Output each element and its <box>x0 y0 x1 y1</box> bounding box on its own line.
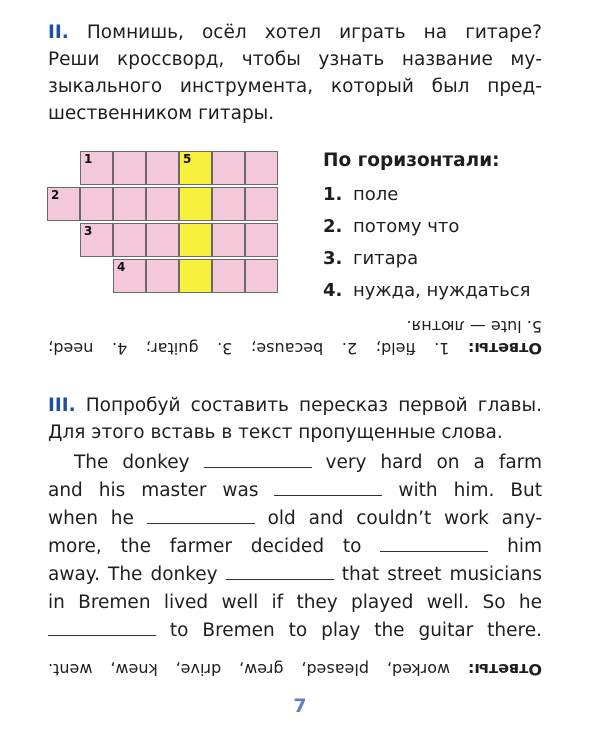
crossword-cell[interactable] <box>146 151 179 185</box>
crossword-cell-number: 3 <box>84 224 93 238</box>
answers-label: Ответы: <box>468 339 542 358</box>
crossword-cell[interactable] <box>245 187 278 221</box>
clue-2: 2. потому что <box>323 216 460 237</box>
crossword-cell[interactable] <box>179 223 212 257</box>
blank-4[interactable] <box>380 537 488 552</box>
exercise-2-line-4: шественником гитары. <box>48 103 275 124</box>
blank-1[interactable] <box>204 453 312 468</box>
crossword-cell[interactable] <box>113 259 146 293</box>
clue-4: 4. нужда, нуждаться <box>323 280 531 301</box>
clue-1: 1. поле <box>323 184 399 205</box>
crossword-cell-number: 4 <box>117 260 126 274</box>
exercise-3-line-2: Для этого вставь в текст пропущенные слова. <box>48 422 503 443</box>
story-line-5: away. The donkey that street musicians <box>48 564 542 585</box>
story-line-7: to Bremen to play the guitar there. <box>48 617 542 645</box>
story-answers: Ответы: worked, pleased, grew, drive, knew, went. <box>48 660 542 679</box>
exercise-2-line-1: II. Помнишь, осёл хотел играть на гитаре? <box>48 22 542 43</box>
story-line-4: more, the farmer decided to him <box>48 536 542 557</box>
crossword-answers-line-1: Ответы: 1. field; 2. because; 3. guitar; 4. need; <box>48 339 542 358</box>
story-line-6: in Bremen lived well if they played well. So he <box>48 592 542 613</box>
crossword-grid <box>47 151 292 295</box>
crossword-cell[interactable] <box>179 187 212 221</box>
exercise-2-number: II. <box>48 22 69 43</box>
crossword-cell[interactable] <box>113 187 146 221</box>
story-line-3: when he old and couldn’t work any- <box>48 508 543 529</box>
crossword-cell[interactable] <box>245 151 278 185</box>
exercise-2-line-3: зыкального инструмента, который был пред- <box>48 76 542 97</box>
blank-2[interactable] <box>274 481 382 496</box>
crossword-cell[interactable] <box>179 151 212 185</box>
crossword-cell[interactable] <box>146 187 179 221</box>
clues-panel <box>323 148 553 308</box>
crossword-cell[interactable] <box>179 259 212 293</box>
crossword-cell[interactable] <box>146 259 179 293</box>
crossword-cell[interactable] <box>212 223 245 257</box>
crossword-cell[interactable] <box>245 259 278 293</box>
crossword-cell[interactable] <box>212 151 245 185</box>
clue-3: 3. гитара <box>323 248 419 269</box>
story-line-2: and his master was with him. But <box>48 480 542 501</box>
exercise-3-number: III. <box>48 395 76 416</box>
blank-5[interactable] <box>226 565 334 580</box>
story-line-1: The donkey very hard on a farm <box>74 452 542 473</box>
crossword-cell[interactable] <box>80 151 113 185</box>
exercise-2-line-2: Реши кроссворд, чтобы узнать название му- <box>48 49 542 70</box>
crossword-cell[interactable] <box>212 187 245 221</box>
answers-label-2: Ответы: <box>468 660 542 679</box>
exercise-3-line-1: III. Попробуй составить пересказ первой главы. <box>48 395 542 416</box>
page-number: 7 <box>293 695 307 717</box>
crossword-cell[interactable] <box>113 223 146 257</box>
clues-heading: По горизонтали: <box>323 150 500 171</box>
blank-6[interactable] <box>48 621 156 636</box>
crossword-cell-number: 5 <box>183 152 192 166</box>
crossword-cell-number: 2 <box>51 188 60 202</box>
crossword-cell[interactable] <box>146 223 179 257</box>
crossword-cell[interactable] <box>47 187 80 221</box>
crossword-cell[interactable] <box>80 223 113 257</box>
story-text <box>48 449 542 645</box>
crossword-cell[interactable] <box>245 223 278 257</box>
crossword-answers-line-2: 5. lute — лютня. <box>406 317 542 336</box>
crossword-cell-number: 1 <box>84 152 93 166</box>
blank-3[interactable] <box>147 509 255 524</box>
crossword-cell[interactable] <box>212 259 245 293</box>
crossword-cell[interactable] <box>113 151 146 185</box>
crossword-cell[interactable] <box>80 187 113 221</box>
